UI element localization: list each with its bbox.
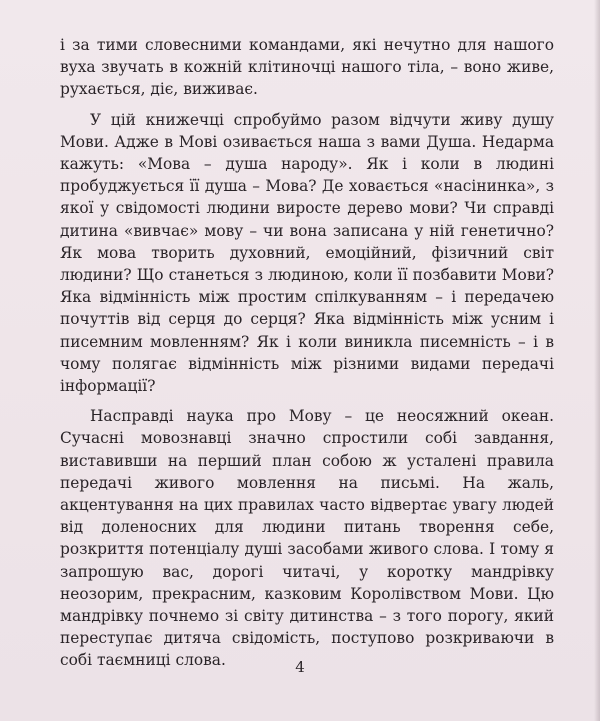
paragraph-continuation: і за тими словесними командами, які нечутно для нашого вуха звучать в кожній клітиночці нашого тіла, – воно живе, рухається, дiє, виживає.: [60, 36, 554, 99]
page-edge-shadow: [594, 0, 600, 721]
page-body: [60, 34, 554, 672]
paragraph-science-of-language: Насправді наука про Мову – це неосяжний океан. Сучасні мовознавці значно спростили собі завдання, виставивши на перший план собою ж усталені правила передачі живого мовлення на письмі. На жаль, акцентування на цих правилах часто відвертає увагу людей від доленосних для людини питань творення себе, розкриття потенціалу душі засобами живого слова. І тому я запрошую вас, дорогі читачі, у коротку мандрівку неозорим, прекрасним, казковим Королівством Мови. Цю мандрівку почнемо зі світу дитинства – з того порогу, який переступає дитяча свідомість, поступово розкриваючи в собі таємниці слова.: [60, 407, 554, 670]
paragraph-soul-of-language: У цій книжечці спробуймо разом відчути живу душу Мови. Адже в Мові озивається наша з вами Душа. Недарма кажуть: «Мова – душа народу». Як і коли в людині пробуджується її душа – Мова? Де ховається «насінинка», з якої у свідомості людини виросте дерево мови? Чи справді дитина «вивчає» мову – чи вона записана у ній генетично? Як мова творить духовний, емоційний, фізичний світ людини? Що станеться з людиною, коли її позбавити Мови? Яка відмінність між простим спілкуванням – і передачею почуттів від серця до серця? Яка відмінність між усним і писемним мовленням? Як і коли виникла писемність – і в чому полягає відмінність між різними видами передачі інформації?: [60, 110, 554, 396]
page-number: 4: [295, 658, 305, 676]
